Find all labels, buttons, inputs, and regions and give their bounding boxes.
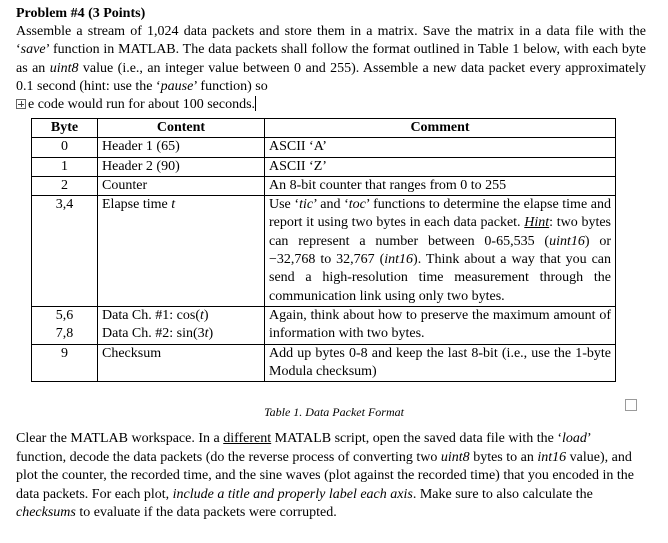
uint8-type: uint8 — [440, 449, 470, 465]
cell-content — [98, 196, 265, 307]
table-move-handle-icon[interactable] — [16, 99, 26, 109]
emphasis-text: include a title and properly label each axis — [172, 486, 413, 502]
comment-text: ) or −32,768 to 32,767 ( — [269, 233, 611, 268]
table-caption: Table 1. Data Packet Format — [264, 405, 404, 419]
cell-comment: An 8-bit counter that ranges from 0 to 255 — [265, 176, 616, 195]
cell-content — [98, 325, 265, 344]
int16-type: int16 — [384, 252, 414, 268]
var-t: t — [171, 197, 176, 213]
cell-byte: 3,4 — [32, 196, 98, 307]
header-comment: Comment — [265, 119, 616, 138]
cell-comment: ASCII ‘Z’ — [265, 157, 616, 176]
cell-comment: Again, think about how to preserve the maximum amount of information with two bytes. — [265, 306, 616, 344]
cell-content-text: Data Ch. #1: cos( — [102, 307, 200, 323]
save-fn: save — [20, 42, 46, 58]
table-row — [32, 306, 616, 325]
cell-comment: Add up bytes 0-8 and keep the last 8-bit (i.e., use the 1-byte Modula checksum) — [265, 344, 616, 382]
data-packet-format-table — [31, 118, 616, 382]
uint8-type: uint8 — [49, 60, 79, 76]
text-cursor — [255, 96, 256, 111]
cell-content — [98, 306, 265, 325]
comment-text: ). Think about a way that you can send a high-resolution time measurement through the communication link using only two bytes. — [269, 252, 612, 304]
header-byte: Byte — [32, 119, 98, 138]
cell-content: Header 1 (65) — [98, 138, 265, 157]
cell-byte: 2 — [32, 176, 98, 195]
p1-text-d: ’ function) so — [193, 78, 268, 94]
checksums-word: checksums — [16, 505, 76, 521]
part2-paragraph — [16, 430, 638, 523]
p1-text-c: value (i.e., an integer value between 0 and 255). Assemble a new data packet every approximately 0.1 second (hint: use the ‘ — [16, 60, 646, 94]
p2-text: value), and plot the counter, the recorded time, and the sine waves (plot against the recorded time) that you encoded in the data packets. For each plot, — [16, 449, 634, 502]
cell-byte: 9 — [32, 344, 98, 382]
hint-label: Hint — [524, 215, 550, 231]
load-fn: load — [562, 431, 587, 446]
p1-text-b: ’ function in MATLAB. The data packets shall follow the format outlined in Table 1 below, with each byte as an — [16, 42, 646, 76]
cell-content-text: Elapse time — [102, 197, 172, 213]
cell-comment: ASCII ‘A’ — [265, 138, 616, 157]
cell-content-text: ) — [203, 307, 209, 323]
tic-fn: tic — [299, 197, 314, 213]
cell-content: Header 2 (90) — [98, 157, 265, 176]
var-t: t — [204, 326, 209, 342]
p2-text: . Make sure to also calculate the — [412, 486, 593, 502]
p1-text-e: e code would run for about 100 seconds. — [28, 97, 256, 113]
uint16-type: uint16 — [549, 233, 585, 249]
cell-content-text: ) — [208, 326, 214, 342]
table-row — [32, 344, 616, 382]
var-t: t — [199, 307, 204, 323]
cell-byte: 5,6 — [32, 306, 98, 325]
cell-content: Checksum — [98, 344, 265, 382]
comment-text: : two bytes can represent a number between 0-65,535 ( — [269, 215, 611, 249]
table-row — [32, 176, 616, 195]
cell-byte: 1 — [32, 157, 98, 176]
p2-text: MATALB script, open the saved data file with the ‘ — [271, 431, 563, 446]
pause-fn: pause — [160, 78, 194, 94]
p1-text-a: Assemble a stream of 1,024 data packets and store them in a matrix. Save the matrix in a data file with the ‘ — [16, 24, 646, 58]
toc-fn: toc — [348, 197, 366, 213]
cell-content-text: Data Ch. #2: sin(3 — [102, 326, 205, 342]
header-content: Content — [98, 119, 265, 138]
problem-section — [16, 5, 646, 114]
p2-text: ’ function, decode the data packets (do the reverse process of converting two — [16, 431, 591, 465]
problem-paragraph — [16, 23, 646, 114]
table-row — [32, 196, 616, 307]
comment-text: ’ functions to determine the elapse time and report it using two bytes in each data packet. — [269, 197, 611, 231]
table-row — [32, 157, 616, 176]
cell-content: Counter — [98, 176, 265, 195]
cell-comment — [265, 196, 616, 307]
table-header-row — [32, 119, 616, 138]
comment-text: Use ‘ — [269, 197, 300, 213]
p2-text: bytes to an — [469, 449, 538, 465]
problem-title: Problem #4 (3 Points) — [16, 6, 146, 21]
different-word: different — [223, 431, 272, 446]
p2-text: Clear the MATLAB workspace. In a — [16, 431, 224, 446]
int16-type: int16 — [537, 449, 567, 465]
p2-text: to evaluate if the data packets were corrupted. — [75, 505, 337, 521]
cell-byte: 0 — [32, 138, 98, 157]
comment-text: ’ and ‘ — [313, 197, 349, 213]
cell-byte: 7,8 — [32, 325, 98, 344]
table-row — [32, 138, 616, 157]
